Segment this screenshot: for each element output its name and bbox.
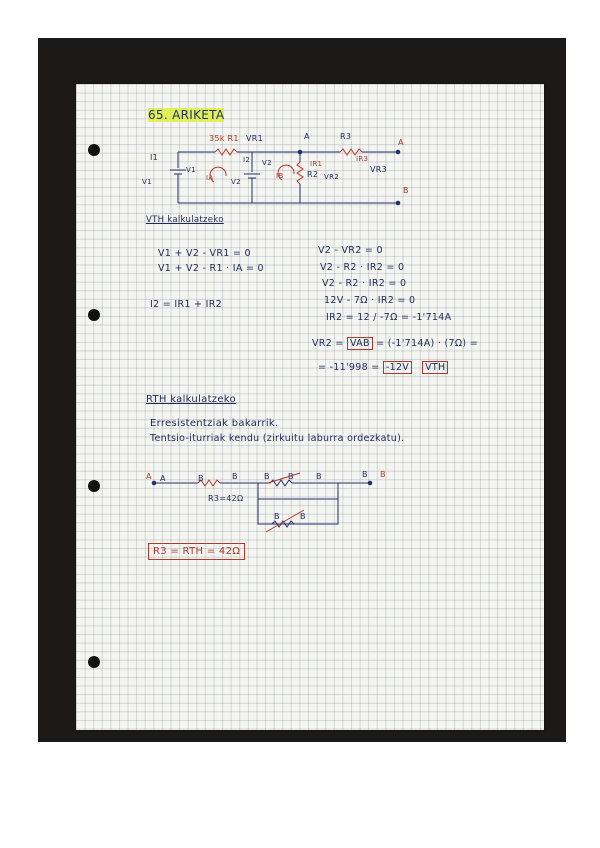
- label-ir1: IR1: [310, 160, 323, 168]
- label-v1-side: V1: [142, 178, 152, 186]
- c2-b5: B: [316, 472, 322, 481]
- rth-heading: RTH kalkulatzeko: [146, 394, 236, 405]
- final-result-boxed: [148, 546, 245, 557]
- label-ia: IA: [206, 174, 214, 182]
- c2-r3-label: R3=42Ω: [208, 494, 244, 503]
- label-v2-side: V2: [231, 178, 241, 186]
- label-r1: 35k R1: [209, 134, 239, 143]
- label-r2: R2: [307, 170, 319, 179]
- left-equation: V1 + V2 - VR1 = 0: [158, 248, 251, 259]
- label-i2: I2: [243, 156, 251, 164]
- right-equation: IR2 = 12 / -7Ω = -1'714A: [326, 312, 452, 323]
- exercise-title: 65. ARIKETA: [148, 108, 225, 122]
- label-node-b-right: B: [403, 186, 409, 195]
- result-12v-boxed: -12V: [383, 361, 412, 374]
- right-equation: V2 - R2 · IR2 = 0: [322, 278, 407, 289]
- c2-a-left: A: [146, 472, 152, 481]
- vth-heading: VTH kalkulatzeko: [146, 215, 224, 225]
- vr2-line: [312, 338, 478, 349]
- left-equation: V1 + V2 - R1 · IA = 0: [158, 263, 264, 274]
- left-equation: I2 = IR1 + IR2: [150, 299, 222, 310]
- result-eq: =: [371, 362, 380, 373]
- result-line: [318, 362, 448, 373]
- c2-b-right: B: [362, 470, 368, 479]
- vr2-lhs: VR2: [312, 338, 333, 349]
- vab-boxed: VAB: [347, 337, 373, 350]
- label-v1: V1: [186, 166, 196, 174]
- c2-b2: B: [232, 472, 238, 481]
- c2-b1: B: [198, 474, 204, 483]
- vr2-rhs: = (-1'714A) · (7Ω) =: [376, 338, 478, 349]
- label-ir3: IR3: [356, 155, 369, 163]
- label-v2: V2: [262, 159, 272, 167]
- c2-b3: B: [264, 472, 270, 481]
- c2-b-lower1: B: [274, 512, 280, 521]
- final-result-text: R3 = RTH = 42Ω: [148, 543, 245, 560]
- label-ib: IB: [276, 172, 284, 180]
- c2-b-lower2: B: [300, 512, 306, 521]
- vth-boxed: VTH: [422, 361, 448, 374]
- vr2-eq: =: [335, 338, 344, 349]
- label-r3: R3: [340, 132, 352, 141]
- c2-b4: B: [288, 472, 294, 481]
- note-line: Tentsio-iturriak kendu (zirkuitu laburra ordezkatu).: [150, 433, 405, 444]
- c2-a-left2: A: [160, 474, 166, 483]
- right-equation: V2 - R2 · IR2 = 0: [320, 262, 405, 273]
- result-value: = -11'998: [318, 362, 368, 373]
- label-vr3: VR3: [370, 165, 388, 174]
- right-equation: V2 - VR2 = 0: [318, 245, 383, 256]
- label-node-a: A: [304, 132, 310, 141]
- label-i1: I1: [150, 153, 159, 162]
- label-node-a-right: A: [398, 138, 404, 147]
- c2-b-right-red: B: [380, 470, 386, 479]
- label-vr2: VR2: [324, 173, 340, 181]
- label-vr1: VR1: [246, 134, 264, 143]
- right-equation: 12V - 7Ω · IR2 = 0: [324, 295, 416, 306]
- note-line: Erresistentziak bakarrik.: [150, 418, 279, 429]
